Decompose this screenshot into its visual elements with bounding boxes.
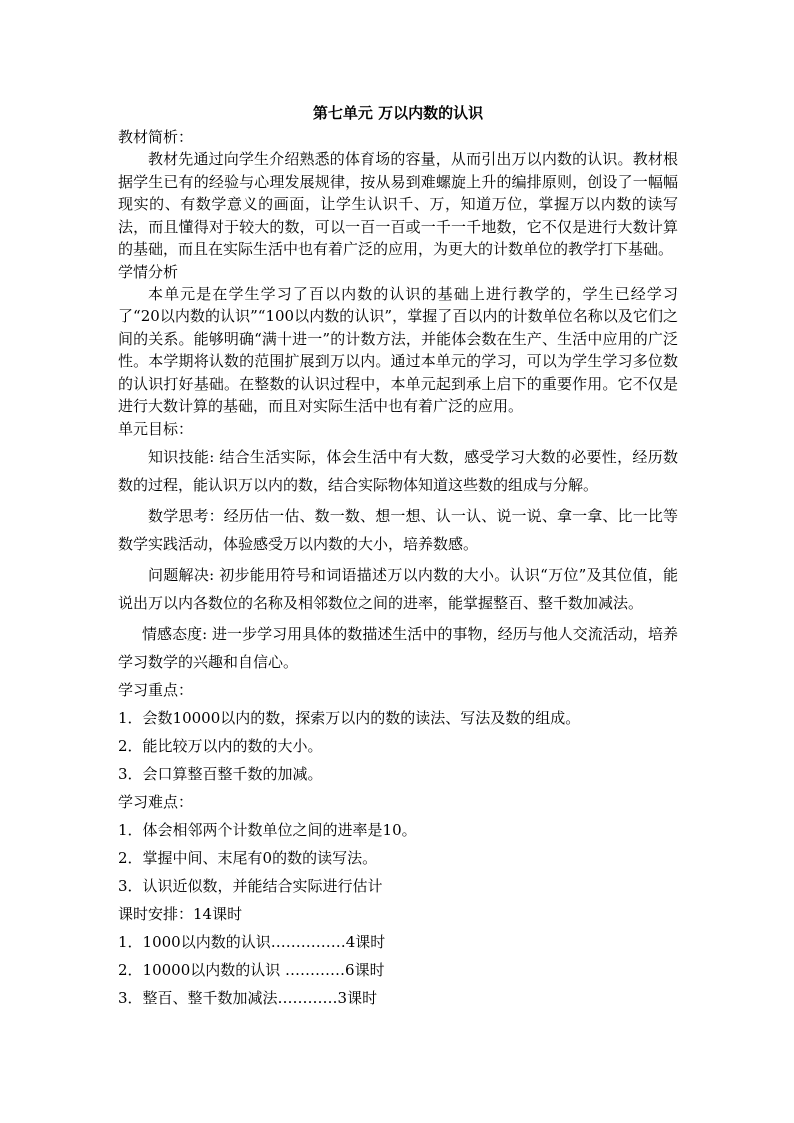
goal-thinking: 数学思考：经历估一估、数一数、想一想、认一认、说一说、拿一拿、比一比等数学实践活动，体验感受万以内数的大小，培养数感。 <box>118 506 678 553</box>
material-paragraph: 教材先通过向学生介绍熟悉的体育场的容量，从而引出万以内数的认识。教材根据学生已有的经验与心理发展规律，按从易到难螺旋上升的编排原则，创设了一幅幅现实的、有数学意义的画面，让学生认识千、万，知道万位，掌握万以内数的读写法，而且懂得对于较大的数，可以一百一百或一千一千地数，它不仅是进行大数计算的基础，而且在实际生活中也有着广泛的应用，为更大的计数单位的教学打下基础。 <box>118 150 678 258</box>
difficult-point: 1．体会相邻两个计数单位之间的进率是10。 <box>118 820 417 839</box>
key-point: 1．会数10000以内的数，探索万以内的数的读法、写法及数的组成。 <box>118 708 581 727</box>
goal-knowledge: 知识技能: 结合生活实际，体会生活中有大数，感受学习大数的必要性，经历数数的过程，能认识万以内的数，结合实际物体知道这些数的组成与分解。 <box>118 447 678 494</box>
page-title: 第七单元 万以内数的认识 <box>312 104 484 122</box>
learner-heading: 学情分析 <box>118 262 179 281</box>
difficult-point: 3．认识近似数，并能结合实际进行估计 <box>118 876 383 895</box>
difficult-heading: 学习难点： <box>118 792 194 811</box>
goals-heading: 单元目标： <box>118 419 194 438</box>
learner-paragraph: 本单元是在学生学习了百以内数的认识的基础上进行教学的，学生已经学习了“20以内数的认识”“100以内数的认识”，掌握了百以内的计数单位名称以及它们之间的关系。能够明确“满十进一”的计数方法，并能体会数在生产、生活中应用的广泛性。本学期将认数的范围扩展到万以内。通过本单元的学习，可以为学生学习多位数的认识打好基础。在整数的认识过程中，本单元起到承上启下的重要作用。它不仅是进行大数计算的基础，而且对实际生活中也有着广泛的应用。 <box>118 284 678 415</box>
key-point: 3．会口算整百整千数的加减。 <box>118 764 323 783</box>
key-heading: 学习重点： <box>118 680 194 699</box>
schedule-heading: 课时安排：14课时 <box>118 904 243 923</box>
schedule-item: 3．整百、整千数加减法…………3课时 <box>118 988 378 1007</box>
schedule-item: 2．10000以内数的认识 …………6课时 <box>118 960 385 979</box>
goal-problem: 问题解决: 初步能用符号和词语描述万以内数的大小。认识“万位”及其位值，能说出万以内各数位的名称及相邻数位之间的进率，能掌握整百、整千数加减法。 <box>118 565 678 612</box>
key-point: 2．能比较万以内的数的大小。 <box>118 736 323 755</box>
document-page <box>118 100 678 1012</box>
schedule-item: 1．1000以内数的认识……………4课时 <box>118 932 386 951</box>
difficult-point: 2．掌握中间、末尾有0的数的读写法。 <box>118 848 378 867</box>
goal-attitude: 情感态度: 进一步学习用具体的数描述生活中的事物，经历与他人交流活动，培养学习数学的兴趣和自信心。 <box>118 624 678 671</box>
material-heading: 教材简析： <box>118 128 194 146</box>
